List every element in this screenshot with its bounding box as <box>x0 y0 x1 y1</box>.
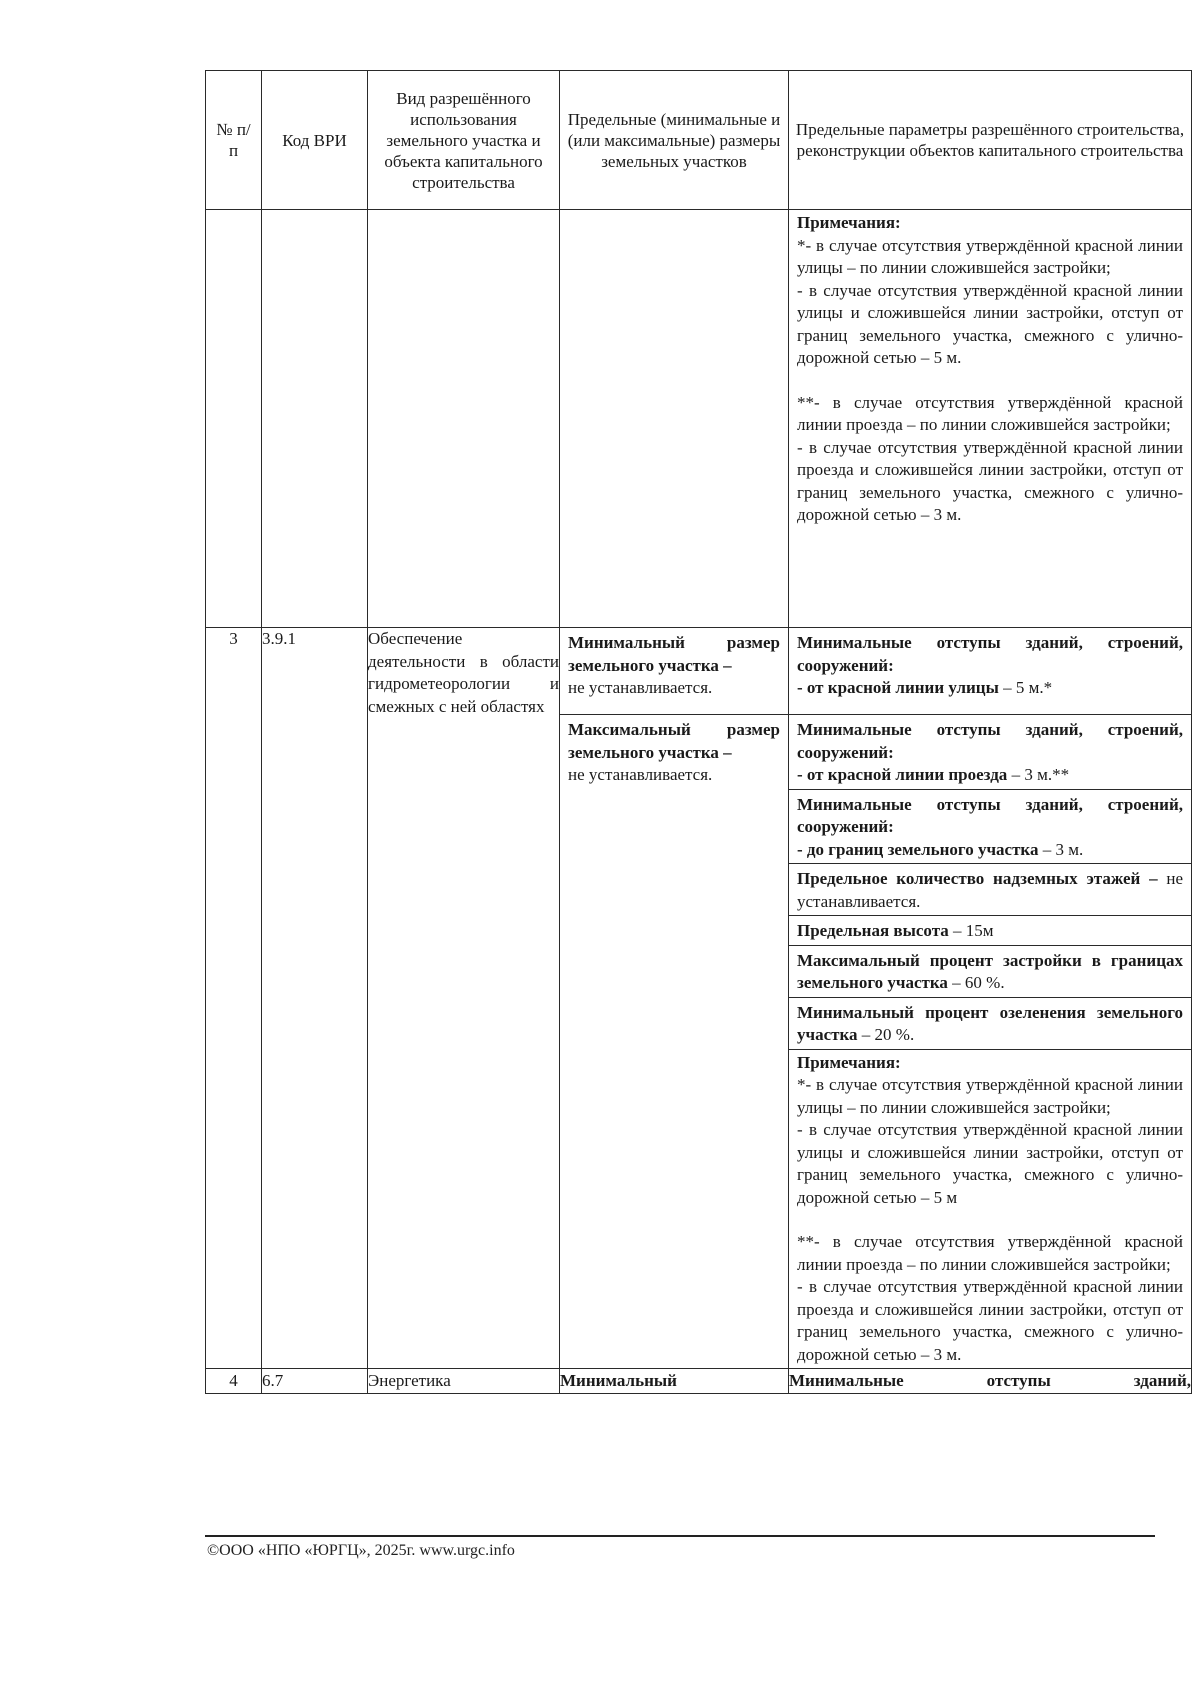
note-2a: **- в случае отсутствия утверждённой красной линии проезда – по линии сложившейся застройки; <box>797 392 1183 434</box>
row-use-name: Энергетика <box>368 1369 560 1394</box>
header-parameters: Предельные параметры разрешённого строительства, реконструкции объектов капитального строительства <box>789 71 1192 210</box>
row-code: 3.9.1 <box>262 628 368 1369</box>
table-row-4 <box>206 1369 1192 1394</box>
continuation-notes-cell <box>789 210 1192 628</box>
max-size-value: не устанавливается. <box>568 765 713 784</box>
max-size-label: Максимальный размер земельного участка – <box>568 720 780 762</box>
footer-copyright: ©ООО «НПО «ЮРГЦ», 2025г. www.urgc.info <box>207 1542 515 1559</box>
table-row-3 <box>206 628 1192 1369</box>
note-1b: - в случае отсутствия утверждённой красной линии улицы и сложившейся линии застройки, отступ от границ земельного участка, смежного с улично-дорожной сетью – 5 м. <box>797 280 1183 367</box>
row-parameters: Минимальные отступы зданий, <box>789 1369 1192 1394</box>
header-plot-sizes: Предельные (минимальные и (или максимальные) размеры земельных участков <box>560 71 789 210</box>
min-size-value: не устанавливается. <box>568 678 713 697</box>
param-red-line-street: Минимальные отступы зданий, строений, сооружений: - от красной линии улицы – 5 м.* <box>789 628 1191 715</box>
notes-title: Примечания: <box>797 213 901 232</box>
row-parameters <box>789 628 1192 1369</box>
header-code: Код ВРИ <box>262 71 368 210</box>
row-number: 3 <box>206 628 262 1369</box>
row-number: 4 <box>206 1369 262 1394</box>
note-2b: - в случае отсутствия утверждённой красной линии проезда и сложившейся линии застройки, отступ от границ земельного участка, смежного с улично-дорожной сетью – 3 м. <box>797 437 1183 524</box>
footer-divider <box>205 1535 1155 1537</box>
regulations-table <box>205 70 1192 1394</box>
table-row-continuation <box>206 210 1192 628</box>
param-green-percent: Минимальный процент озеленения земельного участка – 20 %. <box>789 998 1191 1050</box>
param-build-percent: Максимальный процент застройки в границах земельного участка – 60 %. <box>789 946 1191 998</box>
row-plot-sizes: Минимальный <box>560 1369 789 1394</box>
table-header-row <box>206 71 1192 210</box>
header-use-type: Вид разрешённого использования земельного участка и объекта капитального строительства <box>368 71 560 210</box>
header-number: № п/п <box>206 71 262 210</box>
row-use-name: Обеспечение деятельности в области гидрометеорологии и смежных с ней областях <box>368 628 560 1369</box>
row-code: 6.7 <box>262 1369 368 1394</box>
row3-notes: Примечания: *- в случае отсутствия утверждённой красной линии улицы – по линии сложившейся застройки; - в случае отсутствия утверждённой красной линии улицы и сложившейся линии застройки, отступ от границ земельного участка, смежного с улично-дорожной сетью – 5 м **- в случае отсутствия утверждённой красной линии проезда – по линии сложившейся застройки; - в случае отсутствия утверждённой красной линии проезда и сложившейся линии застройки, отступ от границ земельного участка, смежного с улично-дорожной сетью – 3 м. <box>797 1052 1183 1364</box>
param-red-line-passage: Минимальные отступы зданий, строений, сооружений: - от красной линии проезда – 3 м.** <box>789 715 1191 790</box>
note-1a: *- в случае отсутствия утверждённой красной линии улицы – по линии сложившейся застройки; <box>797 235 1183 277</box>
row-plot-sizes <box>560 628 789 1369</box>
param-height: Предельная высота – 15м <box>789 916 1191 946</box>
min-size-label: Минимальный размер земельного участка – <box>568 633 780 675</box>
param-floors: Предельное количество надземных этажей – не устанавливается. <box>789 864 1191 916</box>
param-plot-boundary: Минимальные отступы зданий, строений, сооружений: - до границ земельного участка – 3 м. <box>789 790 1191 865</box>
